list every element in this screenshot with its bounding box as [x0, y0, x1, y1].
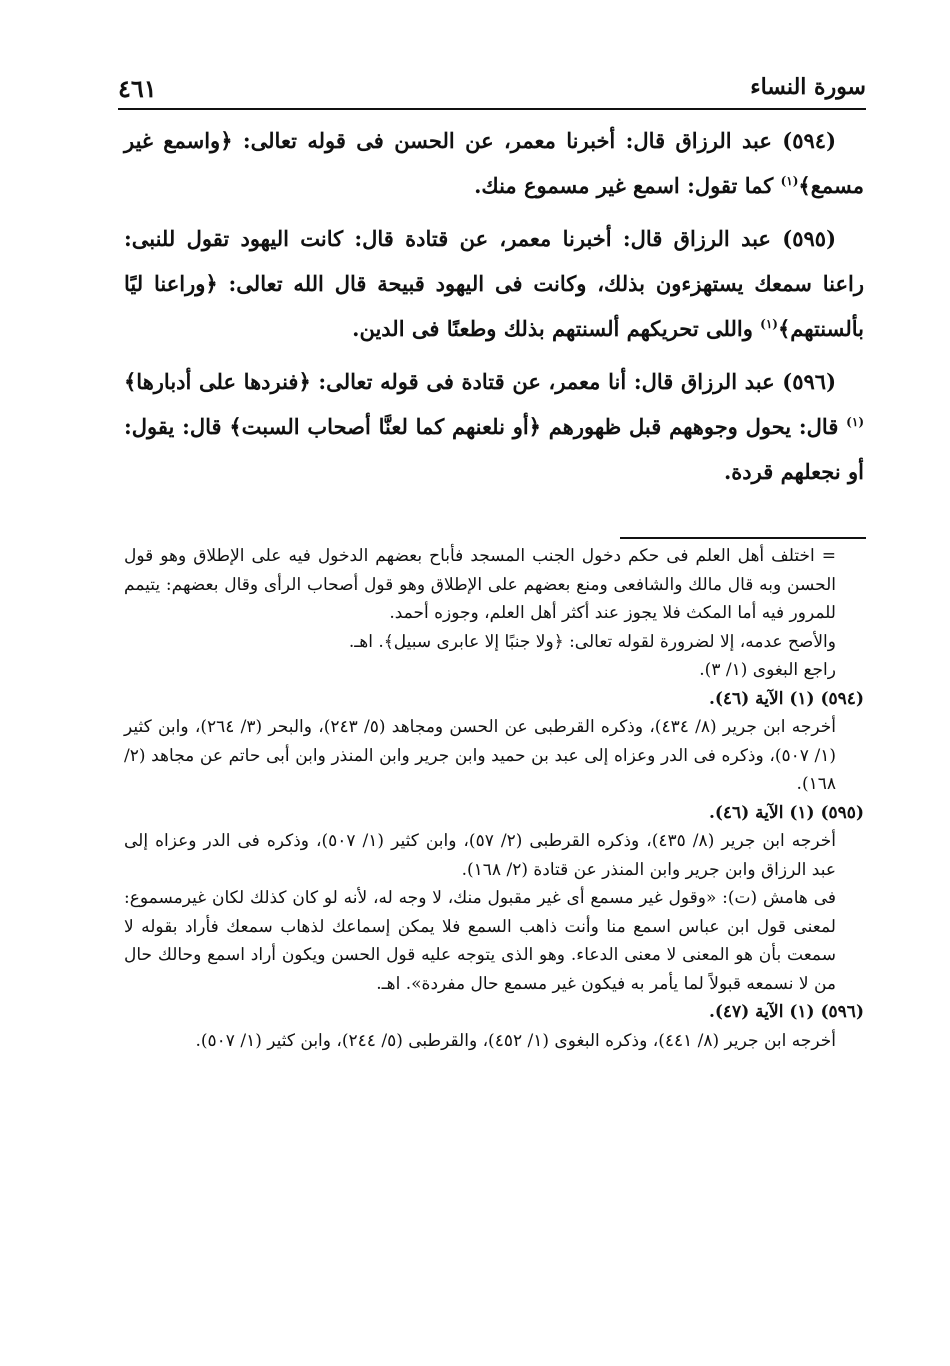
footnote-ref-595: (٥٩٥) (١) الآية (٤٦). — [708, 802, 864, 823]
footnote-ref: (١) — [760, 317, 778, 331]
quran-quote: ﴿أو نلعنهم كما لعنَّا أصحاب السبت﴾ — [229, 414, 541, 439]
main-text — [124, 118, 864, 502]
narration-text: عبد الرزاق قال: أخبرنا معمر، عن الحسن فى قوله تعالى: — [232, 128, 783, 153]
narration-number: (٥٩٤) — [782, 128, 836, 153]
footnote-595 — [124, 827, 864, 998]
narration-text: واللى تحريكهم ألسنتهم بذلك وطعنًا فى الدين. — [352, 316, 761, 341]
narration-number: (٥٩٥) — [782, 226, 836, 251]
narration-text: قال: يقول: أو نجعلهم قردة. — [124, 414, 864, 484]
footnote-ref-594: (٥٩٤) (١) الآية (٤٦). — [708, 688, 864, 709]
footnote-paragraph: أخرجه ابن جرير (٨/ ٤٣٥)، وذكره القرطبى (٢/ ٥٧)، وابن كثير (١/ ٥٠٧)، وذكره فى الدر وعزاه إلى عبد الرزاق وابن جرير وابن المنذر عن قتادة (٢/ ١٦٨). — [124, 831, 836, 880]
footnote-paragraph: = اختلف أهل العلم فى حكم دخول الجنب المسجد فأباح بعضهم الدخول فيه على الإطلاق وهو قول الحسن وبه قال مالك والشافعى ومنع بعضهم على الإطلاق وهو قول أصحاب الرأى وقال بعضهم: يتيمم للمرور فيه أما المكث فلا يجوز عند أكثر أهل العلم، وجوزه أحمد. — [124, 546, 836, 623]
quran-quote: ﴿واسمع غير مسمع﴾ — [124, 128, 864, 198]
narration-594 — [124, 118, 864, 208]
footnote-596 — [124, 1027, 864, 1056]
surah-title: سورة النساء — [750, 74, 866, 100]
footnote-separator — [620, 537, 866, 539]
quran-quote: ﴿فنردها على أدبارها﴾ — [124, 369, 311, 394]
narration-text: كما تقول: اسمع غير مسموع منك. — [474, 173, 781, 198]
quran-quote: ﴿وراعنا ليًا بألسنتهم﴾ — [124, 271, 864, 341]
footnote-paragraph: والأصح عدمه، إلا لضرورة لقوله تعالى: ﴿ولا جنبًا إلا عابرى سبيل﴾. اهـ. — [348, 631, 836, 652]
narration-text: عبد الرزاق قال: أنا معمر، عن قتادة فى قوله تعالى: — [310, 369, 783, 394]
footnote-ref: (١) — [846, 415, 864, 429]
footnote-paragraph: فى هامش (ت): «وقول غير مسمع أى غير مقبول منك، لا وجه له، لأنه لو كان كذلك لكان غيرمسموع: لمعنى قول ابن عباس اسمع منا وأنت ذاهب السمع فلا يمكن إسماعك لذهاب سمعك فأراد بقوله لا سمعت بأن هو المعنى لا معنى الدعاء. وهو الذى يتوجه عليه قول الحسن ويكون أراد اسمع وحالك حال من لا نسمعه قبولاً لما يأمر به فيكون غير مسمع حال مفردة». اهـ. — [124, 888, 836, 994]
footnote-paragraph: راجع البغوى (١/ ٣). — [699, 660, 836, 680]
footnote-ref-596: (٥٩٦) (١) الآية (٤٧). — [708, 1002, 864, 1022]
narration-text: قال: يحول وجوههم قبل ظهورهم — [541, 414, 847, 439]
footnote-ref: (١) — [780, 174, 799, 188]
narration-595 — [124, 216, 864, 351]
footnotes-section — [124, 542, 864, 1055]
footnote-paragraph: أخرجه ابن جرير (٨/ ٤٣٤)، وذكره القرطبى عن الحسن ومجاهد (٥/ ٢٤٣)، والبحر (٣/ ٢٦٤)، وابن كثير (١/ ٥٠٧)، وذكره فى الدر وعزاه إلى عبد بن حميد وابن جرير وابن المنذر وابن أبى حاتم عن مجاهد (٢/ ١٦٨). — [124, 717, 836, 794]
footnote-continued — [124, 542, 864, 685]
narration-596 — [124, 359, 864, 494]
header-rule — [118, 108, 866, 110]
page-header — [118, 70, 866, 110]
page-number: ٤٦١ — [118, 74, 157, 103]
footnote-paragraph: أخرجه ابن جرير (٨/ ٤٤١)، وذكره البغوى (١/ ٤٥٢)، والقرطبى (٥/ ٢٤٤)، وابن كثير (١/ ٥٠٧). — [195, 1030, 836, 1051]
narration-text: عبد الرزاق قال: أخبرنا معمر، عن قتادة قال: كانت اليهود تقول للنبى: راعنا سمعك يستهزءون بذلك، وكانت فى اليهود قبيحة قال الله تعالى: — [124, 226, 864, 296]
narration-number: (٥٩٦) — [782, 369, 836, 394]
footnote-594 — [124, 713, 864, 799]
